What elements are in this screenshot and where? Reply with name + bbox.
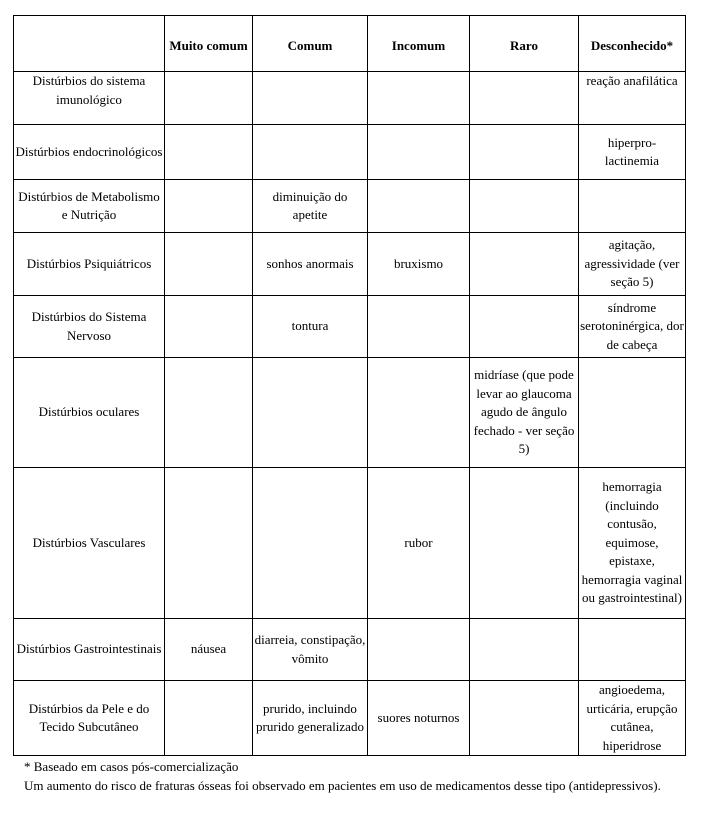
table-cell — [368, 619, 470, 681]
table-row — [14, 233, 686, 296]
table-cell — [579, 358, 686, 468]
header-cell-desconhecido: Desconhecido* — [579, 16, 686, 72]
footnote-fracture-risk: Um aumento do risco de fraturas ósseas foi observado em pacientes em uso de medicamentos desse tipo (antidepressivos). — [24, 777, 661, 793]
table-cell — [579, 180, 686, 233]
header-cell-muito-comum: Muito comum — [165, 16, 253, 72]
table-cell: midríase (que pode levar ao glaucoma agudo de ângulo fechado - ver seção 5) — [470, 358, 579, 468]
organ-class-cell: Distúrbios Gastrointestinais — [14, 619, 165, 681]
table-cell — [165, 180, 253, 233]
table-row — [14, 180, 686, 233]
adverse-reactions-table — [13, 15, 686, 756]
table-cell — [165, 468, 253, 619]
table-cell — [165, 296, 253, 358]
table-cell — [368, 358, 470, 468]
table-cell — [368, 296, 470, 358]
table-cell: reação anafilática — [579, 72, 686, 125]
table-cell — [253, 468, 368, 619]
table-row — [14, 296, 686, 358]
table-cell: bruxismo — [368, 233, 470, 296]
table-row — [14, 619, 686, 681]
organ-class-cell: Distúrbios oculares — [14, 358, 165, 468]
table-row — [14, 468, 686, 619]
table-cell — [165, 233, 253, 296]
table-cell — [470, 468, 579, 619]
table-cell — [470, 296, 579, 358]
table-cell — [165, 681, 253, 756]
header-cell-comum: Comum — [253, 16, 368, 72]
table-cell — [470, 681, 579, 756]
table-cell — [165, 72, 253, 125]
table-cell — [165, 125, 253, 180]
organ-class-cell: Distúrbios do sistema imunológico — [14, 72, 165, 125]
header-cell-raro: Raro — [470, 16, 579, 72]
table-row — [14, 358, 686, 468]
organ-class-cell: Distúrbios endocrinológicos — [14, 125, 165, 180]
table-cell — [165, 358, 253, 468]
table-cell: náusea — [165, 619, 253, 681]
organ-class-cell: Distúrbios do Sistema Nervoso — [14, 296, 165, 358]
table-cell — [470, 180, 579, 233]
table-cell — [368, 125, 470, 180]
table-cell — [470, 125, 579, 180]
table-cell: sonhos anormais — [253, 233, 368, 296]
table-cell — [470, 233, 579, 296]
table-cell — [368, 72, 470, 125]
table-cell — [253, 125, 368, 180]
table-cell: rubor — [368, 468, 470, 619]
table-cell — [253, 72, 368, 125]
table-cell — [470, 72, 579, 125]
table-cell: agitação, agressividade (ver seção 5) — [579, 233, 686, 296]
table-cell: síndrome serotoninérgica, dor de cabeça — [579, 296, 686, 358]
table-cell: hemorragia (incluindo contusão, equimose, epistaxe, hemorragia vaginal ou gastrointestinal) — [579, 468, 686, 619]
table-cell: angioedema, urticária, erupção cutânea, hiperidrose — [579, 681, 686, 756]
header-row — [14, 16, 686, 72]
table-row — [14, 72, 686, 125]
table-cell — [470, 619, 579, 681]
table-cell — [579, 619, 686, 681]
header-cell-organ-class — [14, 16, 165, 72]
table-row — [14, 681, 686, 756]
table-cell: diminuição do apetite — [253, 180, 368, 233]
table-cell — [253, 358, 368, 468]
table-cell: suores noturnos — [368, 681, 470, 756]
footnote-postmarketing: * Baseado em casos pós-comercialização — [24, 759, 239, 774]
footnotes — [24, 758, 674, 795]
organ-class-cell: Distúrbios Vasculares — [14, 468, 165, 619]
table-cell — [368, 180, 470, 233]
organ-class-cell: Distúrbios Psiquiátricos — [14, 233, 165, 296]
table-cell: prurido, incluindo prurido generalizado — [253, 681, 368, 756]
header-cell-incomum: Incomum — [368, 16, 470, 72]
table-cell: diarreia, constipação, vômito — [253, 619, 368, 681]
table-cell: tontura — [253, 296, 368, 358]
organ-class-cell: Distúrbios de Metabolismo e Nutrição — [14, 180, 165, 233]
table-row — [14, 125, 686, 180]
table-cell: hiperpro-lactinemia — [579, 125, 686, 180]
organ-class-cell: Distúrbios da Pele e do Tecido Subcutâneo — [14, 681, 165, 756]
